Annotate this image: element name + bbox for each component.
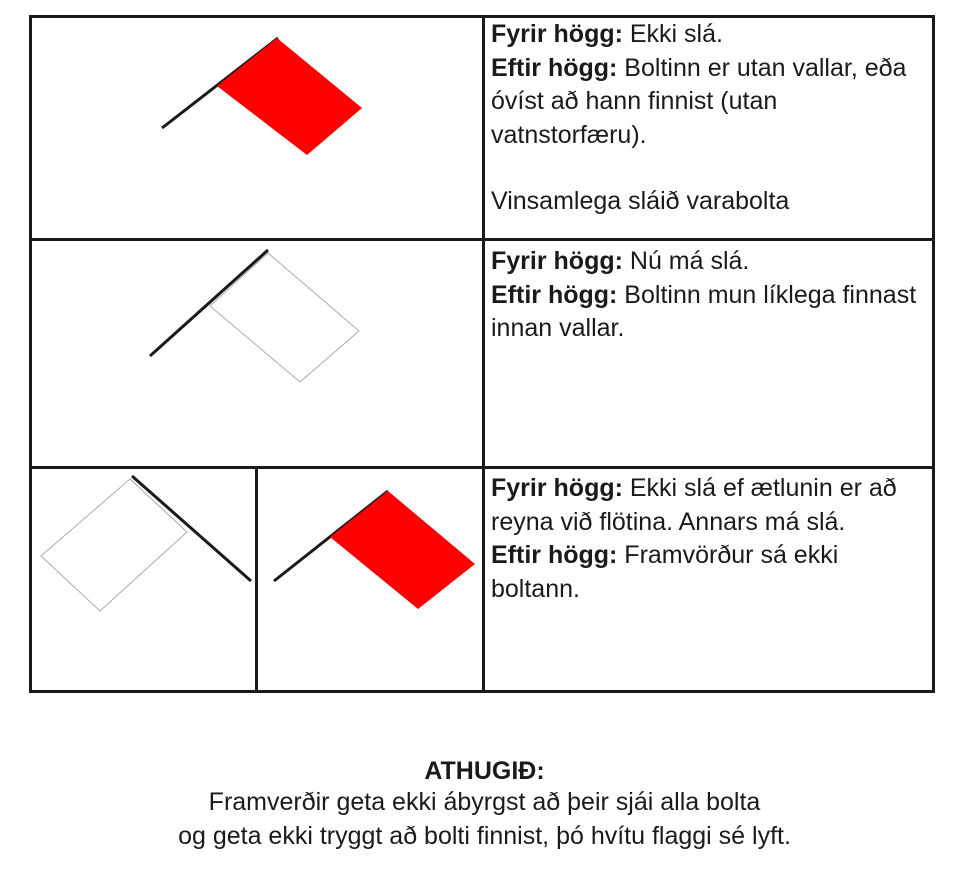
white-flag-lowered-icon	[32, 469, 261, 696]
row2-after-text: Boltinn mun líklega finnast innan vallar.	[491, 280, 917, 342]
row1-text	[491, 18, 931, 219]
row2-flag-cell	[29, 238, 485, 469]
row3-white-flag-cell	[29, 466, 258, 693]
row2-after-label: Eftir högg:	[491, 280, 618, 309]
row1-after-label: Eftir högg:	[491, 53, 618, 82]
row3-after-label: Eftir högg:	[491, 541, 618, 569]
note-line-2: og geta ekki tryggt að bolti finnist, þó hvítu flaggi sé lyft.	[178, 822, 791, 850]
red-flag-icon	[258, 469, 488, 696]
row1-flag-cell	[29, 15, 485, 241]
white-flag-icon	[32, 241, 488, 472]
row3-red-flag-cell	[255, 466, 485, 693]
row2-before-text: Nú má slá.	[622, 247, 750, 275]
row1-after-text: Boltinn er utan vallar, eða óvíst að hann finnist (utan vatnstorfæru).	[491, 53, 907, 149]
note-line-1: Framverðir geta ekki ábyrgst að þeir sjái alla bolta	[208, 788, 761, 816]
note-title: ATHUGIÐ:	[424, 757, 545, 785]
row3-text	[491, 472, 931, 606]
row2-text	[491, 245, 931, 346]
row3-after-text: Framvörður sá ekki boltann.	[491, 541, 839, 603]
row3-before-text: Ekki slá ef ætlunin er að reyna við flötina. Annars má slá.	[491, 474, 897, 536]
row2-before-label: Fyrir högg:	[491, 247, 623, 275]
red-flag-icon	[32, 18, 488, 244]
row1-extra-text: Vinsamlega sláið varabolta	[491, 187, 790, 215]
row1-before-text: Ekki slá.	[622, 20, 723, 48]
row3-before-label: Fyrir högg:	[491, 474, 623, 502]
row1-before-label: Fyrir högg:	[491, 20, 623, 48]
